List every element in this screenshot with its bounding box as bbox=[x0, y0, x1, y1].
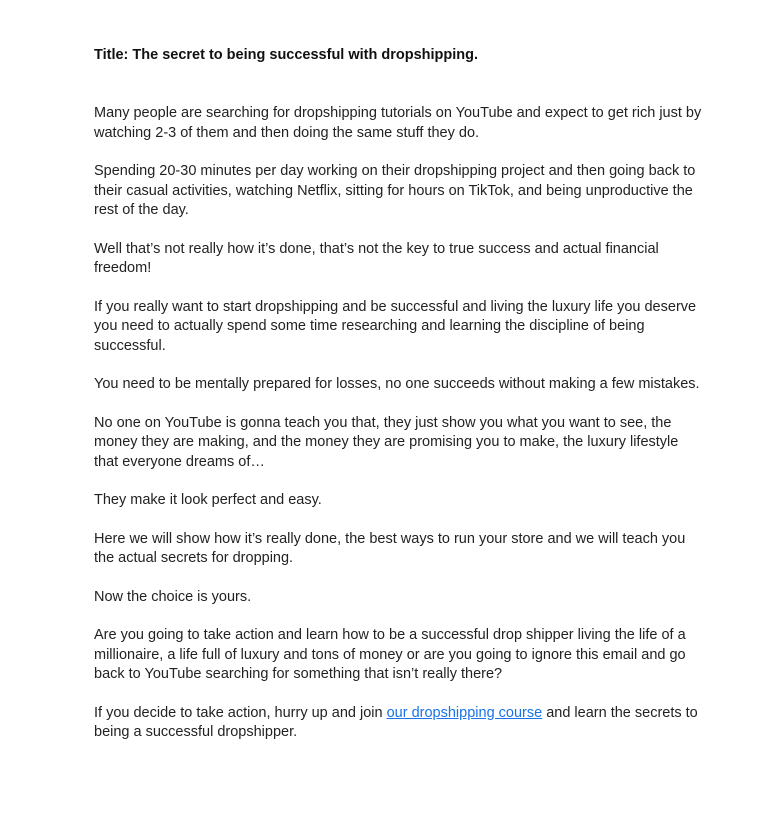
paragraph-3: Well that’s not really how it’s done, that’s not the key to true success and actual financial freedom! bbox=[94, 240, 659, 276]
paragraph-final bbox=[94, 704, 704, 743]
paragraph-7: They make it look perfect and easy. bbox=[94, 492, 322, 508]
paragraph-5: You need to be mentally prepared for losses, no one succeeds without making a few mistakes. bbox=[94, 376, 700, 392]
paragraph-8: Here we will show how it’s really done, the best ways to run your store and we will teach you the actual secrets for dropping. bbox=[94, 530, 686, 566]
paragraph-1: Many people are searching for dropshipping tutorials on YouTube and expect to get rich just by watching 2-3 of them and then doing the same stuff they do. bbox=[94, 105, 702, 141]
paragraph-10: Are you going to take action and learn how to be a successful drop shipper living the life of a millionaire, a life full of luxury and tons of money or are you going to ignore this email and go back to YouTube searching for something that isn’t really there? bbox=[94, 627, 686, 682]
paragraph-6: No one on YouTube is gonna teach you that, they just show you what you want to see, the money they are making, and the money they are promising you to make, the luxury lifestyle that everyone dreams of… bbox=[94, 414, 679, 470]
paragraph-4: If you really want to start dropshipping and be successful and living the luxury life you deserve you need to actually spend some time researching and learning the discipline of being successful. bbox=[94, 298, 697, 354]
final-text-after: and learn the secrets to being a successful dropshipper. bbox=[94, 704, 698, 740]
document-title: Title: The secret to being successful with dropshipping. bbox=[94, 47, 479, 63]
paragraph-2: Spending 20-30 minutes per day working on their dropshipping project and then going back to their casual activities, watching Netflix, sitting for hours on TikTok, and being unproductive the rest of the day. bbox=[94, 163, 696, 218]
paragraph-9: Now the choice is yours. bbox=[94, 588, 252, 605]
final-text-before: If you decide to take action, hurry up and join bbox=[94, 704, 387, 721]
course-link[interactable]: our dropshipping course bbox=[386, 704, 543, 721]
document-body bbox=[94, 45, 704, 762]
